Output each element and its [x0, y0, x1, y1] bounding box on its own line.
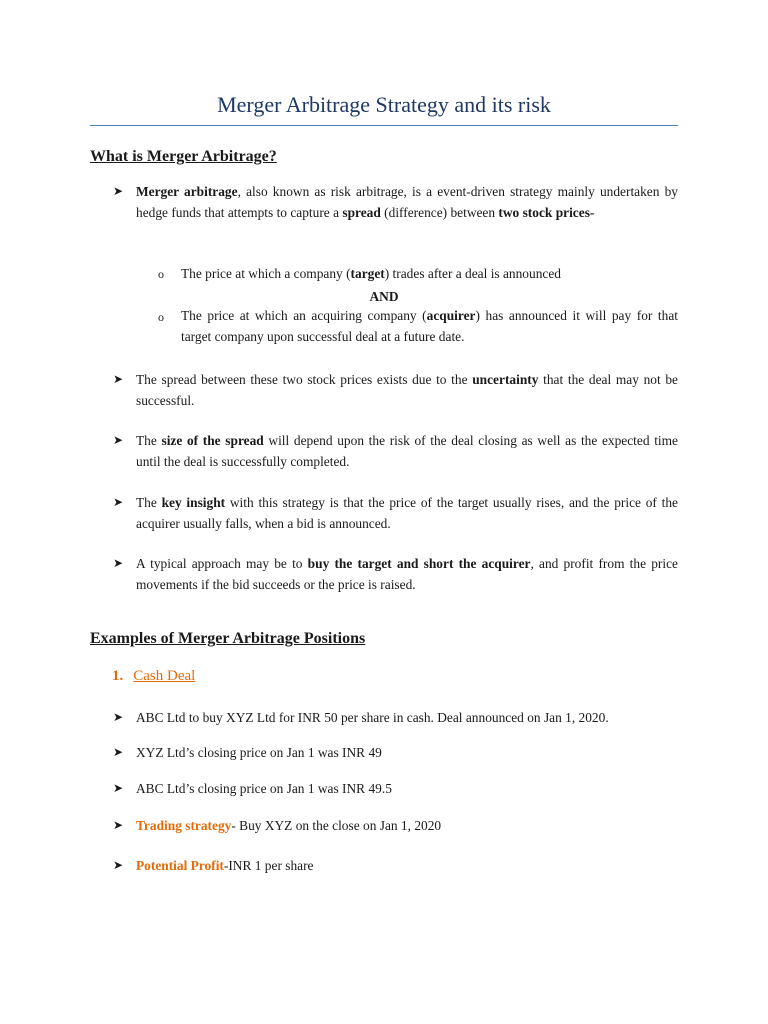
bold-term: target — [350, 266, 385, 281]
paragraph-text: The — [136, 495, 162, 510]
section-heading-examples: Examples of Merger Arbitrage Positions — [90, 630, 366, 647]
paragraph-text: ) trades after a deal is announced — [384, 266, 561, 281]
arrowhead-bullet-icon: ➤ — [113, 184, 124, 198]
paragraph-text: that the deal may not be successful. — [136, 372, 678, 408]
bullet-paragraph-4 — [136, 492, 678, 534]
bold-term: uncertainty — [472, 372, 539, 387]
and-label: AND — [369, 289, 399, 304]
arrowhead-bullet-icon: ➤ — [113, 781, 124, 795]
example-bullet-5 — [136, 855, 678, 876]
paragraph-text: with this strategy is that the price of the target usually rises, and the price of the acquirer usually falls, when a bid is announced. — [136, 495, 678, 531]
arrowhead-bullet-icon: ➤ — [113, 858, 124, 872]
paragraph-text: The price at which an acquiring company ( — [181, 308, 427, 323]
trading-strategy-label: Trading strategy — [136, 818, 232, 833]
example-bullet-4 — [136, 815, 678, 836]
arrowhead-bullet-icon: ➤ — [113, 372, 124, 386]
example-bullet-1: ABC Ltd to buy XYZ Ltd for INR 50 per share in cash. Deal announced on Jan 1, 2020. — [136, 710, 609, 725]
bold-term: Merger arbitrage — [136, 184, 238, 199]
bullet-paragraph-1 — [136, 181, 678, 223]
arrowhead-bullet-icon: ➤ — [113, 433, 124, 447]
numbered-item-cash-deal — [112, 665, 195, 687]
paragraph-text: A typical approach may be to — [136, 556, 308, 571]
paragraph-text: will depend upon the risk of the deal closing as well as the expected time until the deal is successfully completed. — [136, 433, 679, 469]
paragraph-text: (difference) between — [380, 205, 499, 220]
example-bullet-3: ABC Ltd’s closing price on Jan 1 was INR 49.5 — [136, 781, 392, 796]
bold-term: buy the target and short the acquirer — [307, 556, 531, 571]
section-heading-what-is: What is Merger Arbitrage? — [90, 148, 277, 165]
paragraph-text: , also known as risk arbitrage, is a event-driven strategy mainly undertaken by hedge funds that attempts to capture a — [136, 184, 678, 220]
page-title: Merger Arbitrage Strategy and its risk — [217, 92, 551, 117]
cash-deal-label: Cash Deal — [133, 668, 196, 684]
example-bullet-2: XYZ Ltd’s closing price on Jan 1 was INR 49 — [136, 745, 382, 760]
bold-term: size of the spread — [161, 433, 264, 448]
arrowhead-bullet-icon: ➤ — [113, 818, 124, 832]
bold-term: key insight — [161, 495, 226, 510]
arrowhead-bullet-icon: ➤ — [113, 710, 124, 724]
paragraph-text: , and profit from the price movements if the bid succeeds or the price is raised. — [136, 556, 678, 592]
circle-bullet-icon: o — [158, 267, 164, 281]
list-number: 1. — [112, 668, 124, 684]
paragraph-text: ) has announced it will pay for that target company upon successful deal at a future date. — [181, 308, 679, 344]
bold-term: two stock prices- — [498, 205, 595, 220]
paragraph-text: - Buy XYZ on the close on Jan 1, 2020 — [231, 818, 442, 833]
sub-bullet-paragraph-1 — [181, 263, 678, 284]
sub-bullet-paragraph-2 — [181, 305, 678, 347]
paragraph-text: The — [136, 433, 162, 448]
potential-profit-label: Potential Profit — [136, 858, 224, 873]
paragraph-text: The spread between these two stock prices exists due to the — [136, 372, 473, 387]
bold-term: spread — [342, 205, 381, 220]
arrowhead-bullet-icon: ➤ — [113, 495, 124, 509]
bullet-paragraph-2 — [136, 369, 678, 411]
bullet-paragraph-5 — [136, 553, 678, 595]
circle-bullet-icon: o — [158, 310, 164, 324]
bold-term: acquirer — [426, 308, 476, 323]
paragraph-text: -INR 1 per share — [223, 858, 314, 873]
title-rule — [90, 125, 678, 126]
arrowhead-bullet-icon: ➤ — [113, 556, 124, 570]
bullet-paragraph-3 — [136, 430, 678, 472]
paragraph-text: The price at which a company ( — [181, 266, 351, 281]
arrowhead-bullet-icon: ➤ — [113, 745, 124, 759]
